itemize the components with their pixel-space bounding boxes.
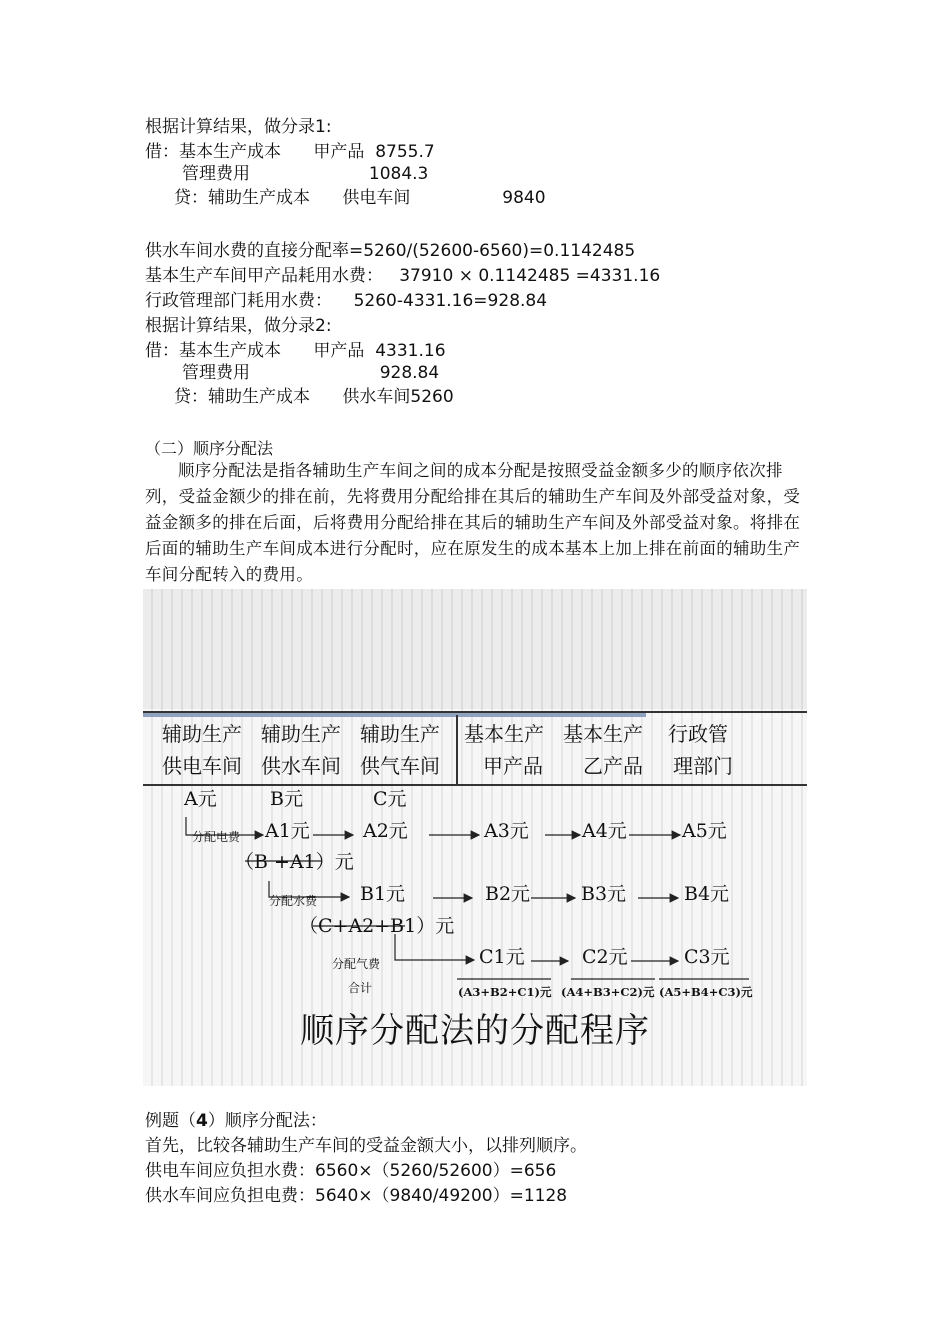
label-allocate-power: 分配电费 — [192, 830, 241, 844]
entry2-debit: 借：基本生产成本 甲产品 4331.16 — [145, 341, 446, 361]
entry1-debit: 借：基本生产成本 甲产品 8755.7 — [145, 142, 435, 162]
entry2-mgmt: 管理费用 928.84 — [182, 363, 440, 383]
amount-a: A元 — [184, 788, 217, 810]
amount-b2: B2元 — [485, 883, 531, 905]
total-admin: (A5+B4+C3)元 — [659, 985, 753, 999]
total-product-b: (A4+B3+C2)元 — [561, 985, 655, 999]
example-title-num: 4 — [196, 1111, 208, 1131]
header-3-line1: 辅助生产 — [360, 722, 440, 746]
entry2-intro: 根据计算结果，做分录2: — [145, 316, 332, 336]
total-label: 合计 — [348, 981, 373, 995]
header-2-line2: 供水车间 — [261, 754, 341, 778]
entry1-intro: 根据计算结果，做分录1: — [145, 117, 332, 137]
amount-a4: A4元 — [582, 820, 627, 842]
entry2-credit: 贷：辅助生产成本 供水车间5260 — [174, 387, 454, 407]
water-product: 基本生产车间甲产品耗用水费： 37910 × 0.1142485 =4331.16 — [145, 266, 661, 286]
diagram-title: 顺序分配法的分配程序 — [300, 1011, 650, 1051]
label-allocate-water: 分配水费 — [269, 894, 318, 908]
header-5-line1: 基本生产 — [563, 722, 643, 746]
amount-c: C元 — [373, 788, 407, 810]
amount-b: B元 — [270, 788, 303, 810]
header-1-line1: 辅助生产 — [162, 722, 242, 746]
total-product-a: (A3+B2+C1)元 — [458, 985, 552, 999]
amount-c3: C3元 — [684, 946, 730, 968]
amount-a1: A1元 — [265, 820, 310, 842]
amount-c2: C2元 — [582, 946, 628, 968]
amount-b3: B3元 — [581, 883, 627, 905]
entry1-credit: 贷：辅助生产成本 供电车间 9840 — [174, 188, 546, 208]
example-title-pre: 例题（ — [145, 1111, 196, 1131]
entry1-mgmt: 管理费用 1084.3 — [182, 164, 429, 184]
example-title — [145, 1110, 327, 1132]
header-2-line1: 辅助生产 — [261, 722, 341, 746]
section-heading: （二）顺序分配法 — [145, 439, 274, 458]
method-paragraph: 顺序分配法是指各辅助生产车间之间的成本分配是按照受益金额多少的顺序依次排列，受益金额少的排在前，先将费用分配给排在其后的辅助生产车间及外部受益对象，受益金额多的排在后面，后将费用分配给排在其后的辅助生产车间及外部受益对象。将排在后面的辅助生产车间成本进行分配时，应在原发生的成本基本上加上排在前面的辅助生产车间分配转入的费用。 — [145, 461, 801, 584]
header-4-line2: 甲产品 — [483, 754, 543, 778]
header-3-line2: 供气车间 — [360, 754, 440, 778]
water-rate: 供水车间水费的直接分配率=5260/(52600-6560)=0.1142485 — [145, 241, 636, 261]
header-6-line2: 理部门 — [673, 754, 733, 778]
amount-c1: C1元 — [479, 946, 525, 968]
example-title-post: ）顺序分配法： — [207, 1111, 327, 1131]
header-4-line1: 基本生产 — [464, 722, 544, 746]
amount-a3: A3元 — [484, 820, 529, 842]
header-5-line2: 乙产品 — [583, 754, 643, 778]
header-1-line2: 供电车间 — [162, 754, 242, 778]
sum-c-a2-b1: （C+A2+B1）元 — [299, 915, 455, 937]
example-water-power: 供水车间应负担电费：5640×（9840/49200）=1128 — [145, 1186, 568, 1206]
label-allocate-gas: 分配气费 — [332, 957, 381, 971]
amount-b4: B4元 — [684, 883, 730, 905]
sum-b-a1: （B +A1）元 — [235, 851, 354, 873]
example-step1: 首先，比较各辅助生产车间的受益金额大小，以排列顺序。 — [145, 1136, 587, 1156]
header-6-line1: 行政管 — [668, 722, 728, 746]
amount-b1: B1元 — [360, 883, 406, 905]
example-power-water: 供电车间应负担水费：6560×（5260/52600）=656 — [145, 1161, 557, 1181]
allocation-diagram — [143, 589, 807, 1086]
amount-a5: A5元 — [682, 820, 727, 842]
amount-a2: A2元 — [363, 820, 408, 842]
water-admin: 行政管理部门耗用水费： 5260-4331.16=928.84 — [145, 291, 548, 311]
